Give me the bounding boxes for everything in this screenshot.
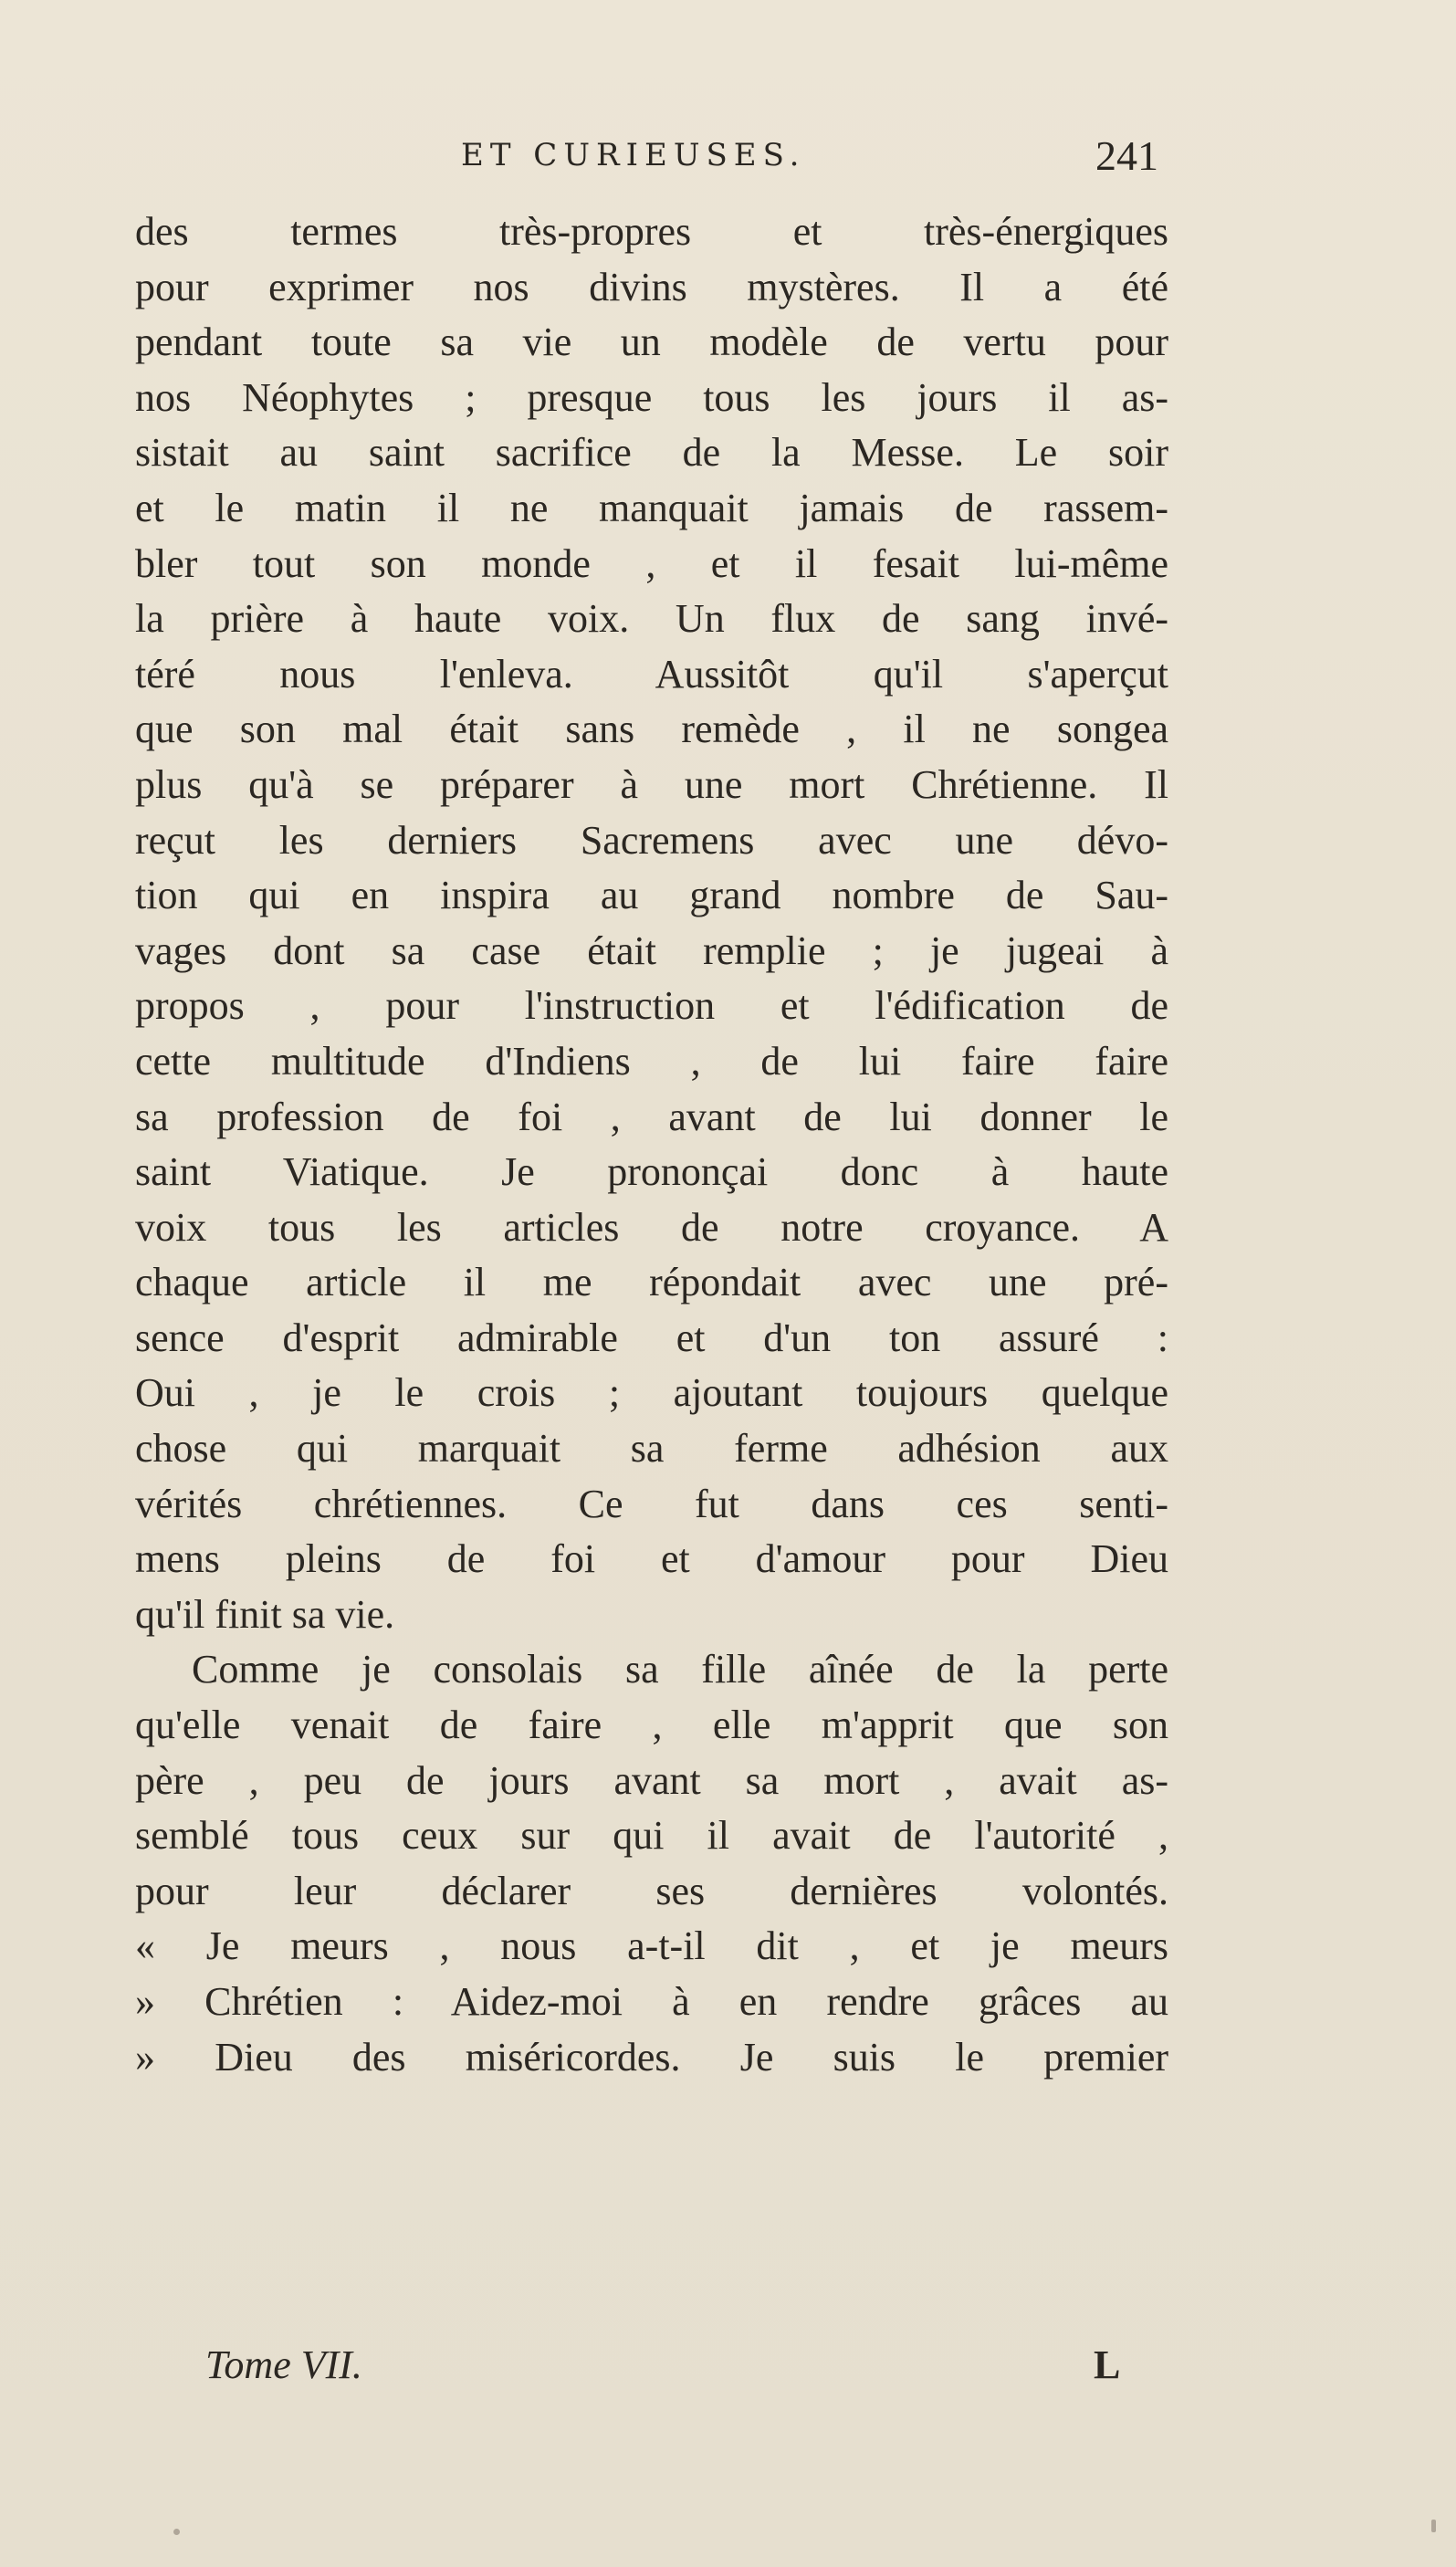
- text-line: téré nous l'enleva. Aussitôt qu'il s'aperçut: [135, 651, 1168, 697]
- text-line: » Dieu des miséricordes. Je suis le premier: [135, 2034, 1168, 2080]
- text-line: des termes très-propres et très-énergiques: [135, 209, 1168, 254]
- text-line: vérités chrétiennes. Ce fut dans ces senti-: [135, 1481, 1168, 1526]
- text-line: reçut les derniers Sacremens avec une dévo-: [135, 817, 1168, 863]
- gathering-signature: L: [1094, 2342, 1121, 2387]
- text-line: vages dont sa case était remplie ; je jugeai à: [135, 927, 1168, 973]
- text-line: et le matin il ne manquait jamais de rassem-: [135, 485, 1168, 530]
- paper-speck: [1431, 2520, 1436, 2532]
- page-footer: [0, 2342, 1456, 2405]
- paragraph-start-line: Comme je consolais sa fille aînée de la perte: [192, 1647, 1168, 1692]
- text-line: Oui , je le crois ; ajoutant toujours quelque: [135, 1370, 1168, 1416]
- text-line: sence d'esprit admirable et d'un ton assuré :: [135, 1315, 1168, 1360]
- text-line: mens pleins de foi et d'amour pour Dieu: [135, 1536, 1168, 1582]
- running-head: ET CURIEUSES.: [461, 137, 806, 173]
- page-number: 241: [1095, 132, 1158, 179]
- text-line: nos Néophytes ; presque tous les jours il as-: [135, 374, 1168, 420]
- text-line: père , peu de jours avant sa mort , avait as-: [135, 1757, 1168, 1803]
- page-header: [0, 132, 1456, 201]
- text-line: semblé tous ceux sur qui il avait de l'autorité ,: [135, 1813, 1168, 1859]
- text-line: tion qui en inspira au grand nombre de Sau-: [135, 873, 1168, 918]
- body-text: [135, 204, 1168, 2085]
- text-line: la prière à haute voix. Un flux de sang invé-: [135, 596, 1168, 642]
- text-line: « Je meurs , nous a-t-il dit , et je meurs: [135, 1923, 1168, 1969]
- text-line: sa profession de foi , avant de lui donner le: [135, 1094, 1168, 1139]
- text-line: chaque article il me répondait avec une pré-: [135, 1260, 1168, 1305]
- text-line: » Chrétien : Aidez-moi à en rendre grâces au: [135, 1979, 1168, 2024]
- text-line: sistait au saint sacrifice de la Messe. Le soir: [135, 430, 1168, 476]
- text-line: pendant toute sa vie un modèle de vertu pour: [135, 320, 1168, 365]
- paragraph-end-line: qu'il finit sa vie.: [135, 1591, 395, 1637]
- text-line: pour leur déclarer ses dernières volontés.: [135, 1868, 1168, 1913]
- paper-speck: [173, 2529, 180, 2535]
- text-line: que son mal était sans remède , il ne songea: [135, 707, 1168, 752]
- text-line: voix tous les articles de notre croyance. A: [135, 1204, 1168, 1250]
- text-line: cette multitude d'Indiens , de lui faire faire: [135, 1038, 1168, 1084]
- text-line: pour exprimer nos divins mystères. Il a été: [135, 264, 1168, 309]
- text-line: propos , pour l'instruction et l'édification de: [135, 983, 1168, 1029]
- text-line: saint Viatique. Je prononçai donc à haute: [135, 1149, 1168, 1195]
- text-line: chose qui marquait sa ferme adhésion aux: [135, 1426, 1168, 1472]
- volume-signature: Tome VII.: [205, 2342, 362, 2387]
- text-line: qu'elle venait de faire , elle m'apprit que son: [135, 1703, 1168, 1748]
- text-line: bler tout son monde , et il fesait lui-même: [135, 540, 1168, 586]
- text-line: plus qu'à se préparer à une mort Chrétienne. Il: [135, 761, 1168, 807]
